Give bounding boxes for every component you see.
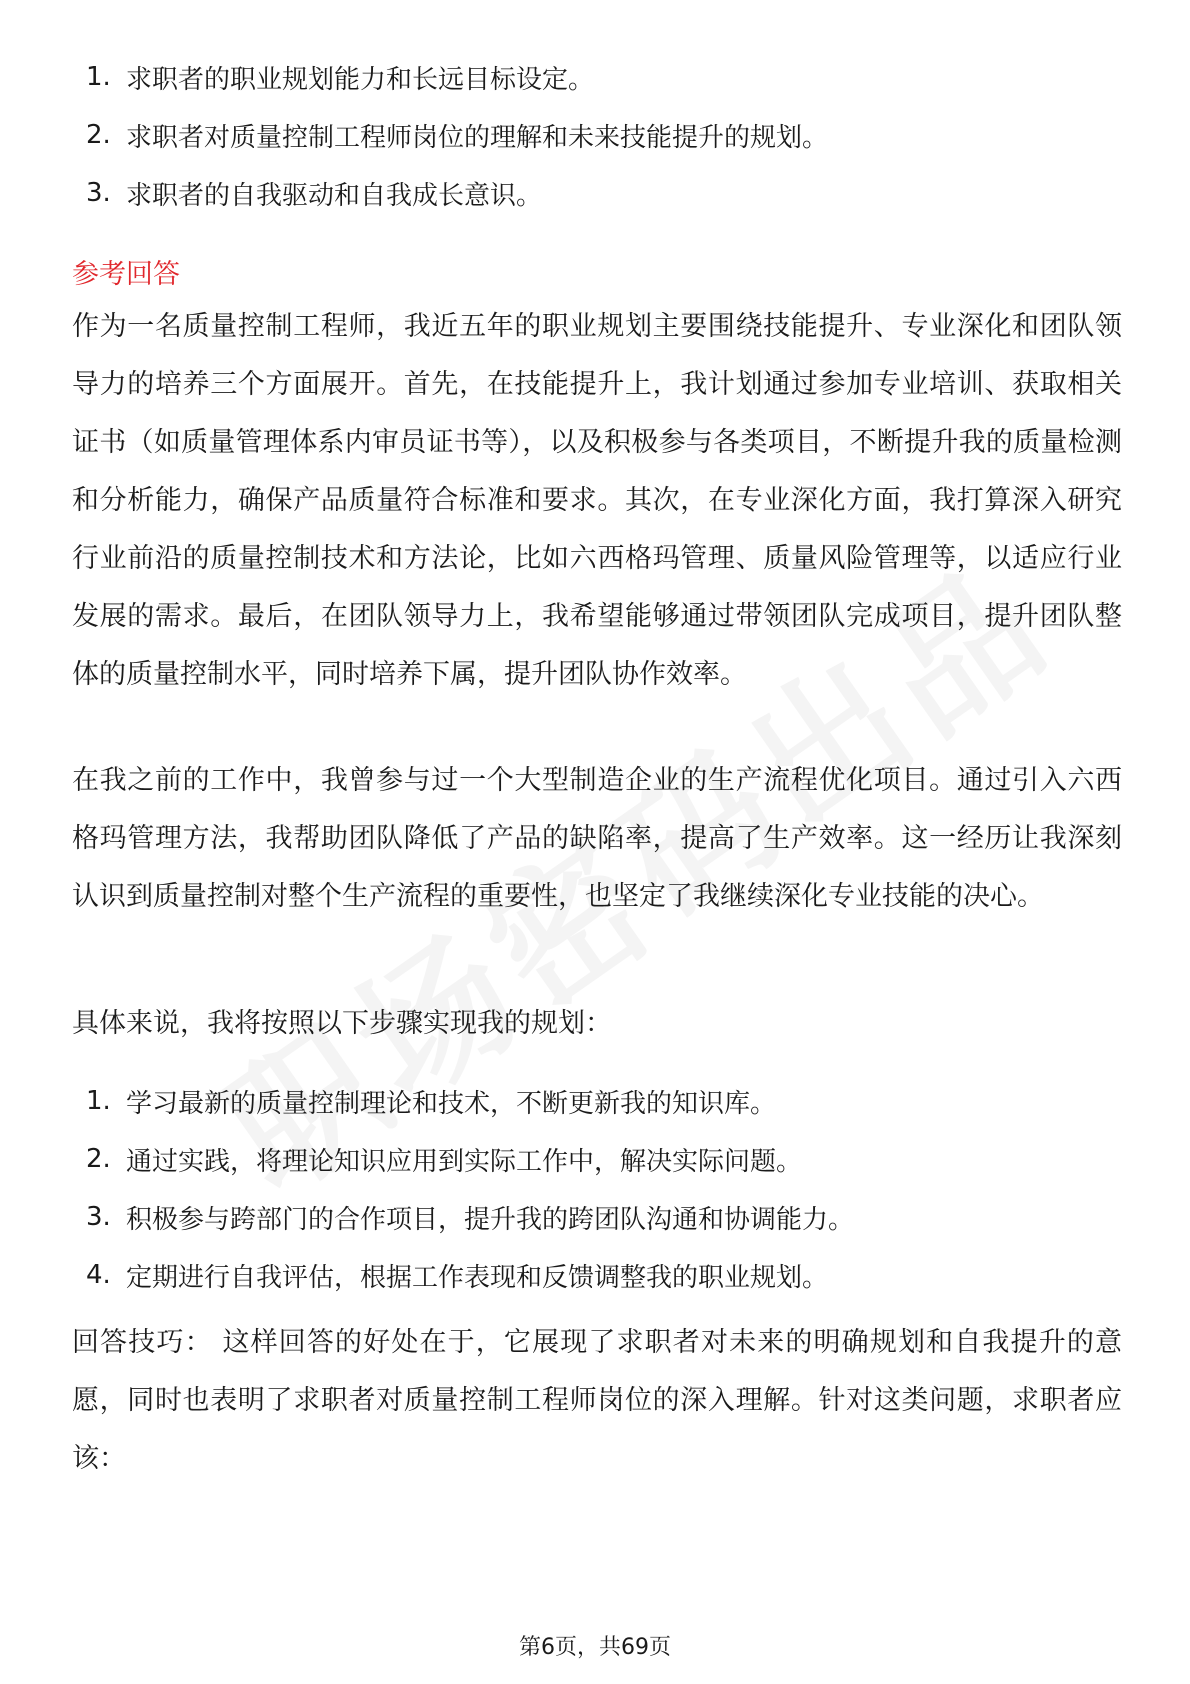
list-item (86, 1130, 854, 1188)
list-text: 求职者的职业规划能力和长远目标设定。 (126, 64, 595, 95)
list-number: 4. (86, 1260, 111, 1290)
list-text: 积极参与跨部门的合作项目，提升我的跨团队沟通和协调能力。 (126, 1204, 855, 1235)
list-item (86, 48, 828, 106)
list-text: 求职者对质量控制工程师岗位的理解和未来技能提升的规划。 (126, 122, 829, 153)
list-item (86, 1246, 854, 1304)
section-heading: 参考回答 (72, 259, 180, 290)
answer-paragraph-1: 作为一名质量控制工程师，我近五年的职业规划主要围绕技能提升、专业深化和团队领导力的培养三个方面展开。首先，在技能提升上，我计划通过参加专业培训、获取相关证书（如质量管理体系内审员证书等），以及积极参与各类项目，不断提升我的质量检测和分析能力，确保产品质量符合标准和要求。其次，在专业深化方面，我打算深入研究行业前沿的质量控制技术和方法论，比如六西格玛管理、质量风险管理等，以适应行业发展的需求。最后，在团队领导力上，我希望能够通过带领团队完成项目，提升团队整体的质量控制水平，同时培养下属，提升团队协作效率。 (72, 311, 1122, 690)
list-item (86, 1188, 854, 1246)
list-number: 3. (86, 1202, 111, 1232)
steps-list (86, 1072, 854, 1304)
top-list (86, 48, 828, 222)
list-item (86, 1072, 854, 1130)
list-number: 2. (86, 120, 111, 150)
list-number: 3. (86, 178, 111, 208)
list-number: 2. (86, 1144, 111, 1174)
list-number: 1. (86, 62, 111, 92)
answer-paragraph-2: 在我之前的工作中，我曾参与过一个大型制造企业的生产流程优化项目。通过引入六西格玛管理方法，我帮助团队降低了产品的缺陷率，提高了生产效率。这一经历让我深刻认识到质量控制对整个生产流程的重要性，也坚定了我继续深化专业技能的决心。 (72, 765, 1122, 912)
list-text: 学习最新的质量控制理论和技术，不断更新我的知识库。 (126, 1088, 777, 1119)
page-footer: 第6页，共69页 (519, 1635, 671, 1660)
list-text: 通过实践，将理论知识应用到实际工作中，解决实际问题。 (126, 1146, 803, 1177)
list-text: 定期进行自我评估，根据工作表现和反馈调整我的职业规划。 (126, 1262, 829, 1293)
list-number: 1. (86, 1086, 111, 1116)
answer-paragraph-3: 具体来说，我将按照以下步骤实现我的规划： (72, 1008, 612, 1039)
list-item (86, 164, 828, 222)
answer-tips-paragraph: 回答技巧： 这样回答的好处在于，它展现了求职者对未来的明确规划和自我提升的意愿，同时也表明了求职者对质量控制工程师岗位的深入理解。针对这类问题，求职者应该： (72, 1327, 1122, 1474)
list-text: 求职者的自我驱动和自我成长意识。 (126, 180, 543, 211)
list-item (86, 106, 828, 164)
